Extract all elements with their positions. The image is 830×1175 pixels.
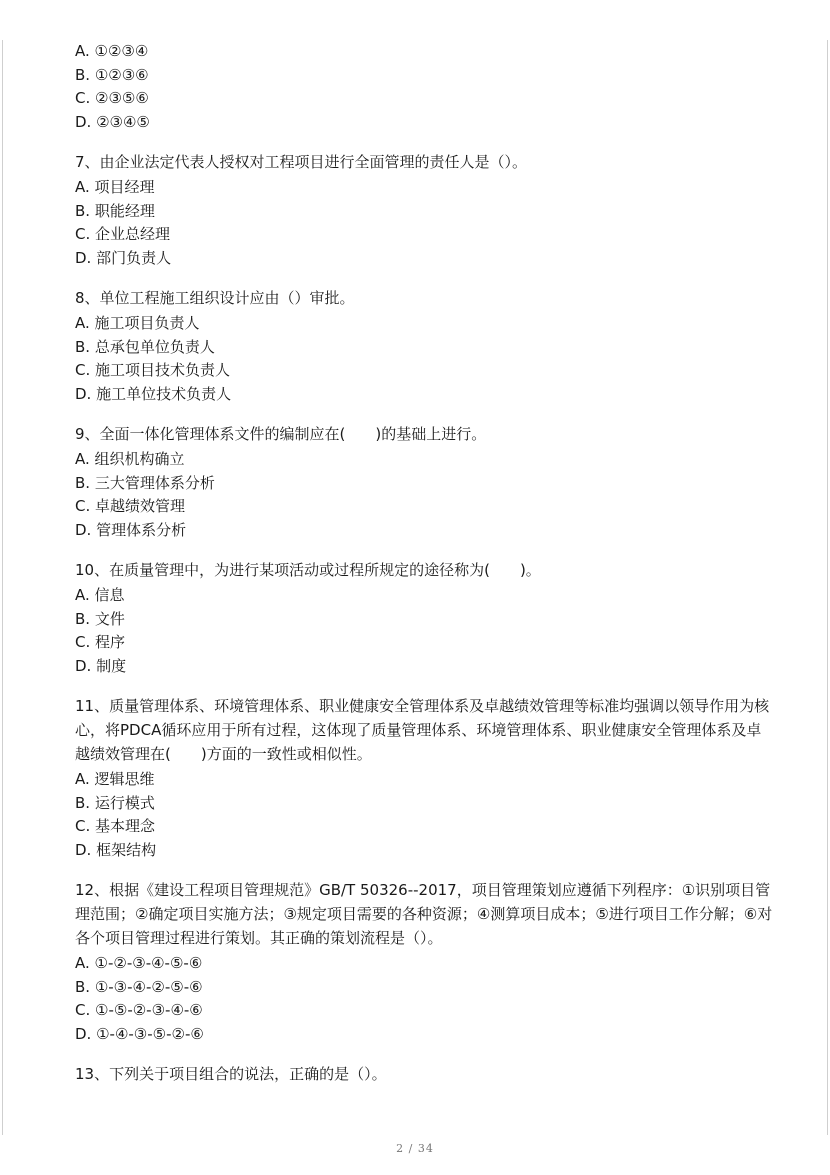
page-content <box>75 40 775 1088</box>
question-7 <box>75 150 775 270</box>
option-d: D. ②③④⑤ <box>75 112 150 131</box>
option-c: C. ①-⑤-②-③-④-⑥ <box>75 1001 203 1019</box>
option-b: B. 运行模式 <box>75 793 155 812</box>
option-a: A. ①-②-③-④-⑤-⑥ <box>75 954 203 972</box>
option-c: C. 卓越绩效管理 <box>75 497 186 515</box>
option-d: D. 制度 <box>75 656 127 675</box>
question-12 <box>75 878 775 1046</box>
question-13 <box>75 1062 775 1086</box>
option-b: B. ①-③-④-②-⑤-⑥ <box>75 977 203 996</box>
option-a: A. 组织机构确立 <box>75 450 185 468</box>
option-d: D. 框架结构 <box>75 840 157 859</box>
option-b: B. 职能经理 <box>75 201 155 220</box>
option-c: C. 企业总经理 <box>75 225 171 243</box>
question-10 <box>75 558 775 678</box>
option-b: B. ①②③⑥ <box>75 65 149 84</box>
option-a: A. 信息 <box>75 586 125 604</box>
page-right-border <box>827 40 828 1135</box>
option-a: A. ①②③④ <box>75 42 149 60</box>
question-text: 8、单位工程施工组织设计应由（）审批。 <box>75 289 355 307</box>
option-a: A. 项目经理 <box>75 178 155 196</box>
option-d: D. 部门负责人 <box>75 248 172 267</box>
option-d: D. 施工单位技术负责人 <box>75 384 232 403</box>
question-11 <box>75 694 775 862</box>
option-b: B. 总承包单位负责人 <box>75 337 215 356</box>
option-d: D. 管理体系分析 <box>75 520 187 539</box>
option-c: C. ②③⑤⑥ <box>75 89 149 107</box>
question-text: 7、由企业法定代表人授权对工程项目进行全面管理的责任人是（）。 <box>75 153 528 171</box>
option-c: C. 基本理念 <box>75 817 156 835</box>
question-text: 13、下列关于项目组合的说法，正确的是（）。 <box>75 1065 387 1083</box>
option-b: B. 文件 <box>75 609 125 628</box>
question-text: 12、根据《建设工程项目管理规范》GB/T 50326--2017，项目管理策划应遵循下列程序：①识别项目管理范围；②确定项目实施方法；③规定项目需要的各种资源；④测算项目成本；⑤进行项目工作分解；⑥对各个项目管理过程进行策划。其正确的策划流程是（）。 <box>75 881 773 947</box>
question-text: 10、在质量管理中，为进行某项活动或过程所规定的途径称为( )。 <box>75 561 541 579</box>
page-left-border <box>2 40 3 1135</box>
option-c: C. 施工项目技术负责人 <box>75 361 231 379</box>
option-a: A. 逻辑思维 <box>75 770 155 788</box>
option-b: B. 三大管理体系分析 <box>75 473 215 492</box>
option-a: A. 施工项目负责人 <box>75 314 200 332</box>
previous-question-options <box>75 40 775 134</box>
page-number: 2 / 34 <box>396 1142 434 1155</box>
option-c: C. 程序 <box>75 633 126 651</box>
question-8 <box>75 286 775 406</box>
question-text: 11、质量管理体系、环境管理体系、职业健康安全管理体系及卓越绩效管理等标准均强调以领导作用为核心，将PDCA循环应用于所有过程，这体现了质量管理体系、环境管理体系、职业健康安全管理体系及卓越绩效管理在( )方面的一致性或相似性。 <box>75 697 770 763</box>
question-9 <box>75 422 775 542</box>
question-text: 9、全面一体化管理体系文件的编制应在( )的基础上进行。 <box>75 425 487 443</box>
option-d: D. ①-④-③-⑤-②-⑥ <box>75 1024 204 1043</box>
